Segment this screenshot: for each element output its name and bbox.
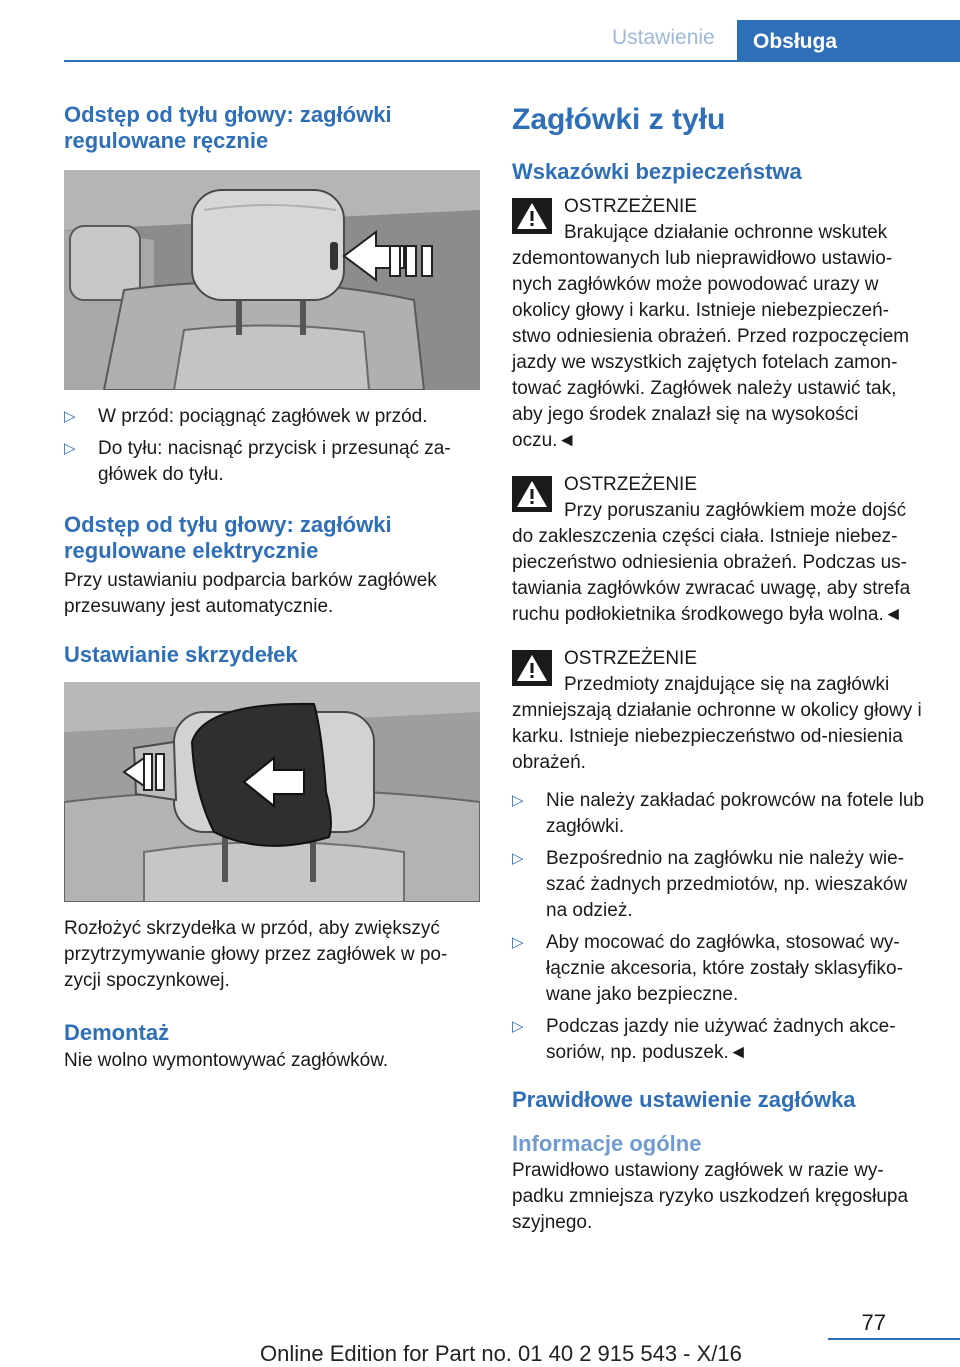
general-text: Prawidłowo ustawiony zagłówek w razie wy‐padku zmniejsza ryzyko uszkodzeń kręgosłupa szyjnego. [512,1160,909,1233]
headrest-wings-illustration [64,682,480,902]
list-item: ▷ W przód: pociągnąć zagłówek w przód. [64,404,480,430]
list-item: ▷ Aby mocować do zagłówka, stosować wy‐łącznie akcesoria, które zostały sklasyfiko‐wane jako bezpieczne. [512,932,903,1005]
warning-first-line: Brakujące działanie ochronne wskutek [564,222,888,243]
warning-triangle-icon [512,476,552,512]
triangle-bullet-icon: ▷ [512,850,524,867]
header-chapter-tab: Obsługa [737,20,960,62]
wings-text: Rozłożyć skrzydełka w przód, aby zwiększyć przytrzymywanie głowy przez zagłówek w po‐zycji spoczynkowej. [64,918,448,991]
list-item: ▷ Nie należy zakładać pokrowców na fotele lub zagłówki. [512,790,925,837]
warning-triangle-icon [512,650,552,686]
figure-headrest-wings [64,682,480,902]
warning-first-line: Przy poruszaniu zagłówkiem może dojść [564,500,907,521]
header-rule [64,60,960,62]
removal-text: Nie wolno wymontowywać zagłówków. [64,1050,389,1071]
triangle-bullet-icon: ▷ [512,1018,524,1035]
right-column [512,102,926,1236]
warning-text: zdemontowanych lub nieprawidłowo ustawio‐nych zagłówków może powodować urazy w okolicy głowy i karku. Istnieje niebezpieczeń‐stwo odniesienia obrażeń. Przed rozpoczęciem jazdy we wszystkich zajętych fotelach zamon‐tować zagłówki. Zagłówek należy ustawić tak, aby jego środek znalazł się na wysokości oczu.◄ [512,248,910,451]
electric-text: Przy ustawianiu podparcia barków zagłówek przesuwany jest automatycznie. [64,570,437,617]
warning-block [512,194,926,454]
warning-triangle-icon [512,198,552,234]
section-title-correct-adjustment: Prawidłowe ustawienie zagłówka [512,1087,856,1112]
triangle-bullet-icon: ▷ [64,408,76,425]
section-title-removal: Demontaż [64,1020,170,1045]
edition-text: Online Edition for Part no. 01 40 2 915 543 - X/16 [260,1341,742,1366]
triangle-bullet-icon: ▷ [512,792,524,809]
list-item: ▷ Do tyłu: nacisnąć przycisk i przesunąć za‐główek do tyłu. [64,438,451,485]
list-item: ▷ Bezpośrednio na zagłówku nie należy wie‐szać żadnych przedmiotów, np. wieszaków na odzież. [512,848,908,921]
warning-first-line: Przedmioty znajdujące się na zagłówki [564,674,890,695]
subsection-title-general: Informacje ogólne [512,1131,702,1156]
warning-text: do zakleszczenia części ciała. Istnieje niebez‐pieczeństwo odniesienia obrażeń. Podczas us‐tawiania zagłówków zwracać uwagę, aby strefa ruchu podłokietnika środkowego była wolna.◄ [512,526,911,625]
manual-adjust-list [64,404,480,488]
warning-text: zmniejszają działanie ochronne w okolicy głowy i karku. Istnieje niebezpieczeństwo od‐niesienia obrażeń. [512,700,922,773]
header-section-tab: Ustawienie [612,26,715,49]
page-title-rear-headrests: Zagłówki z tyłu [512,103,726,136]
warning-label: OSTRZEŻENIE [564,648,698,669]
left-column [64,102,480,1074]
section-title-wings: Ustawianie skrzydełek [64,642,298,667]
warning-label: OSTRZEŻENIE [564,196,698,217]
section-title-safety: Wskazówki bezpieczeństwa [512,159,802,184]
warning-label: OSTRZEŻENIE [564,474,698,495]
warning-block [512,472,926,628]
triangle-bullet-icon: ▷ [512,934,524,951]
warning-block [512,646,926,776]
triangle-bullet-icon: ▷ [64,440,76,457]
list-item: ▷ Podczas jazdy nie używać żadnych akce‐soriów, np. poduszek.◄ [512,1016,896,1063]
headrest-illustration [64,170,480,390]
section-title-manual: Odstęp od tyłu głowy: zagłówki regulowane ręcznie [64,102,392,153]
section-title-electric: Odstęp od tyłu głowy: zagłówki regulowane elektrycznie [64,512,392,563]
safety-list [512,788,926,1066]
figure-headrest-manual [64,170,480,390]
footer-rule [828,1338,960,1340]
page-number: 77 [861,1310,886,1335]
